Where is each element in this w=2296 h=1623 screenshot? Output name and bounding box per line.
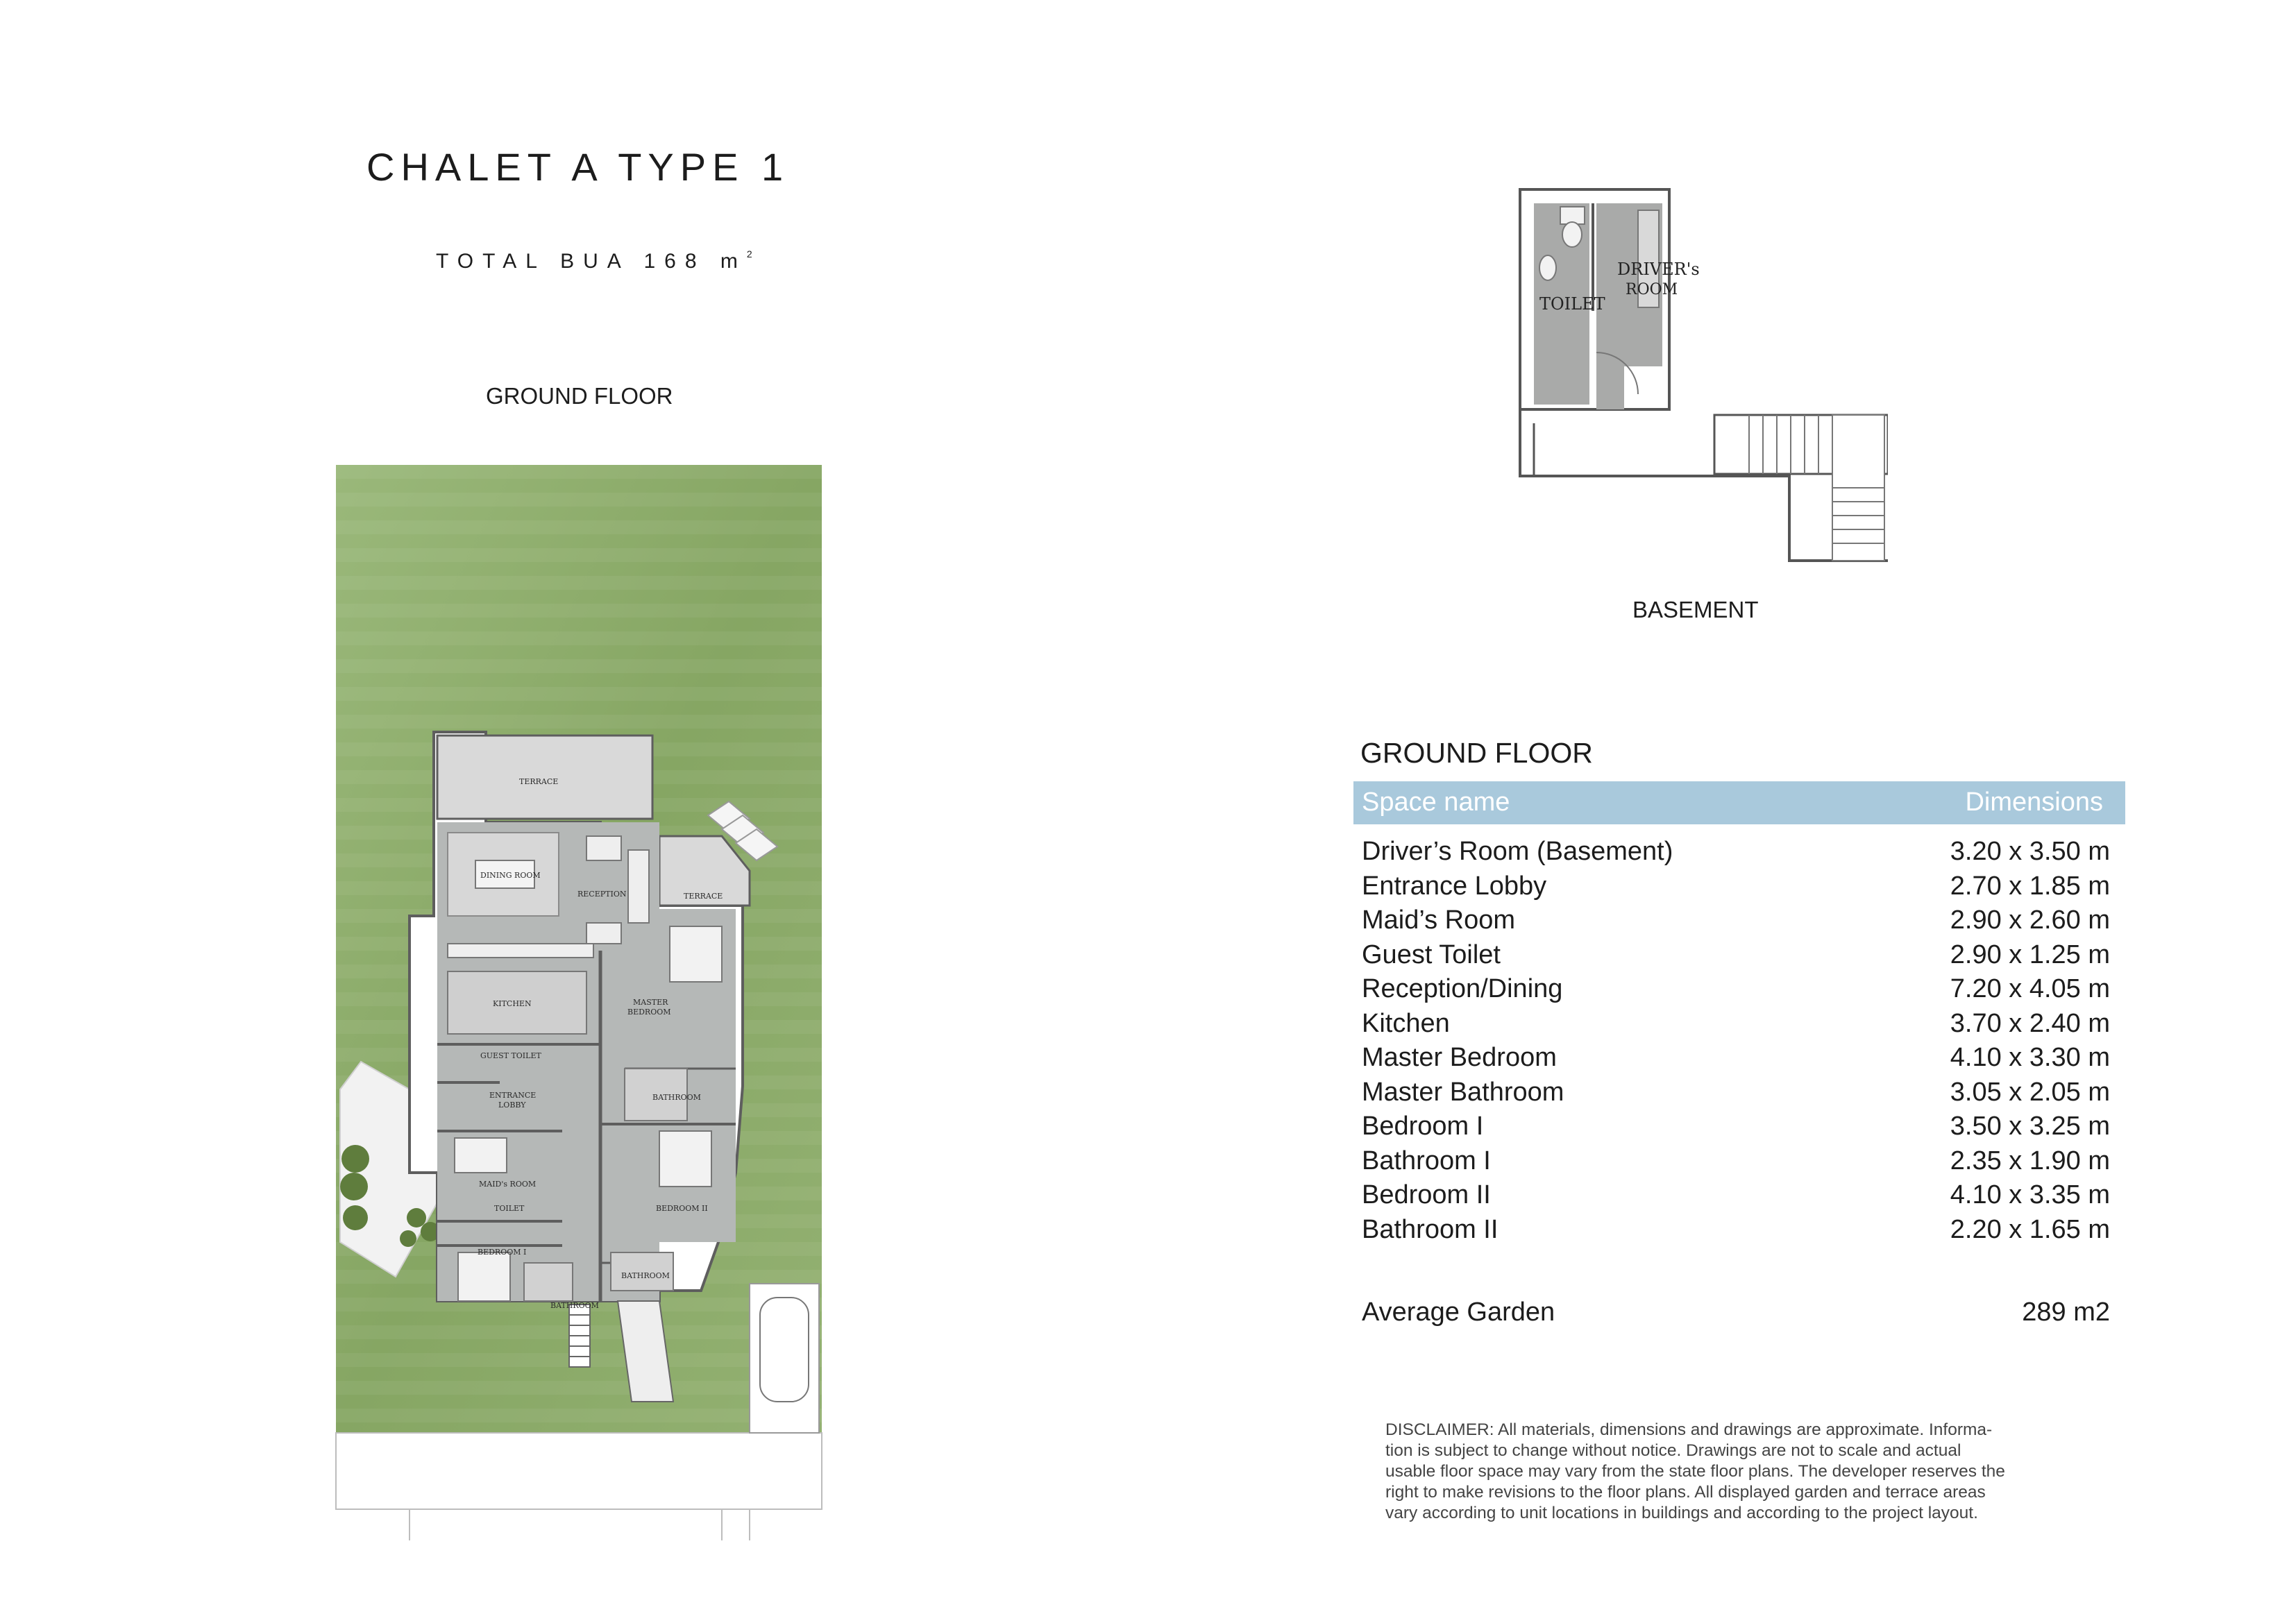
table-section-title: GROUND FLOOR <box>1360 737 1593 769</box>
room-terrace-side: TERRACE <box>684 892 723 901</box>
room-reception: RECEPTION <box>577 890 627 899</box>
basement-plan-label: BASEMENT <box>1632 597 1759 622</box>
table-row <box>1362 837 2114 872</box>
basement-toilet: TOILET <box>1539 294 1605 314</box>
room-bathroom-master: BATHROOM <box>652 1093 701 1102</box>
room-entrance-lobby-line1: ENTRANCE <box>489 1091 537 1100</box>
room-master-bedroom-line1: MASTER <box>633 998 668 1007</box>
row-dim: 3.70 x 2.40 m <box>1950 1008 2110 1038</box>
basement-drivers-line2: ROOM <box>1626 281 1678 298</box>
ground-floor-plan-label: GROUND FLOOR <box>486 383 673 409</box>
room-terrace-top: TERRACE <box>519 777 559 786</box>
total-bua-unit: 2 <box>746 248 752 260</box>
room-master-bedroom-line2: BEDROOM <box>627 1008 671 1017</box>
row-name: Entrance Lobby <box>1362 871 1547 901</box>
disclaimer-line: vary according to unit locations in buildings and according to the project layout. <box>1385 1504 1978 1522</box>
row-name: Master Bedroom <box>1362 1043 1557 1072</box>
row-name: Reception/Dining <box>1362 974 1563 1003</box>
total-bua-label: TOTAL BUA 168 m <box>436 250 747 273</box>
row-dim: 4.10 x 3.35 m <box>1950 1180 2110 1209</box>
row-name: Kitchen <box>1362 1008 1450 1038</box>
row-name: Bedroom II <box>1362 1180 1491 1209</box>
row-dim: 2.90 x 1.25 m <box>1950 940 2110 969</box>
room-toilet: TOILET <box>494 1204 525 1213</box>
table-row <box>1362 1009 2114 1044</box>
table-row <box>1362 1112 2114 1146</box>
room-bathroom-center: BATHROOM <box>621 1271 670 1280</box>
row-name: Master Bathroom <box>1362 1077 1564 1107</box>
total-bua <box>436 250 752 273</box>
room-entrance-lobby-line2: LOBBY <box>498 1101 526 1110</box>
table-row <box>1362 1146 2114 1181</box>
table-body <box>1362 837 2114 1249</box>
row-name: Bathroom I <box>1362 1146 1491 1175</box>
row-dim: 3.20 x 3.50 m <box>1950 837 2110 866</box>
room-kitchen: KITCHEN <box>493 999 532 1008</box>
row-dim: 2.70 x 1.85 m <box>1950 871 2110 901</box>
table-row <box>1362 974 2114 1009</box>
room-bathroom-bottom: BATHROOM <box>550 1301 599 1310</box>
row-name: Maid’s Room <box>1362 906 1516 935</box>
ground-floor-plan-drawing <box>333 465 826 1540</box>
row-dim: 4.10 x 3.30 m <box>1950 1043 2110 1072</box>
room-maids: MAID's ROOM <box>479 1180 537 1189</box>
row-name: Bedroom I <box>1362 1112 1484 1141</box>
table-row <box>1362 1215 2114 1250</box>
table-header-dimensions: Dimensions <box>1965 788 2103 817</box>
table-row <box>1362 1078 2114 1112</box>
disclaimer-line: usable floor space may vary from the state floor plans. The developer reserves the <box>1385 1462 2005 1481</box>
disclaimer <box>1385 1420 2086 1524</box>
garden-value: 289 m2 <box>2022 1298 2110 1327</box>
row-dim: 2.35 x 1.90 m <box>1950 1146 2110 1175</box>
row-dim: 3.50 x 3.25 m <box>1950 1112 2110 1141</box>
table-header-space: Space name <box>1362 788 1510 817</box>
garden-row <box>1362 1298 2114 1332</box>
row-name: Guest Toilet <box>1362 940 1501 969</box>
room-bedroom-2: BEDROOM II <box>656 1204 708 1213</box>
room-guest-toilet: GUEST TOILET <box>480 1051 541 1060</box>
table-row <box>1362 872 2114 906</box>
garden-name: Average Garden <box>1362 1298 1555 1327</box>
row-name: Bathroom II <box>1362 1214 1499 1244</box>
disclaimer-line: right to make revisions to the floor plans. All displayed garden and terrace areas <box>1385 1483 1986 1502</box>
table-row <box>1362 906 2114 940</box>
room-dining: DINING ROOM <box>480 871 541 880</box>
basement-drivers-line1: DRIVER's <box>1617 260 1700 279</box>
room-bedroom-1: BEDROOM I <box>478 1248 527 1257</box>
car-icon <box>760 1298 809 1402</box>
row-dim: 2.90 x 2.60 m <box>1950 906 2110 935</box>
ground-floor-plan <box>333 465 826 1540</box>
row-dim: 7.20 x 4.05 m <box>1950 974 2110 1003</box>
disclaimer-line: tion is subject to change without notice. Drawings are not to scale and actual <box>1385 1441 1961 1460</box>
table-row <box>1362 1043 2114 1078</box>
page-title: CHALET A TYPE 1 <box>366 145 790 189</box>
table-header <box>1353 781 2125 824</box>
basement-plan <box>1513 186 1888 568</box>
row-dim: 3.05 x 2.05 m <box>1950 1077 2110 1107</box>
disclaimer-line: DISCLAIMER: All materials, dimensions and drawings are approximate. Informa- <box>1385 1420 1993 1439</box>
row-dim: 2.20 x 1.65 m <box>1950 1214 2110 1244</box>
row-name: Driver’s Room (Basement) <box>1362 837 1673 866</box>
basement-plan-drawing <box>1513 186 1888 568</box>
table-row <box>1362 940 2114 975</box>
table-row <box>1362 1180 2114 1215</box>
